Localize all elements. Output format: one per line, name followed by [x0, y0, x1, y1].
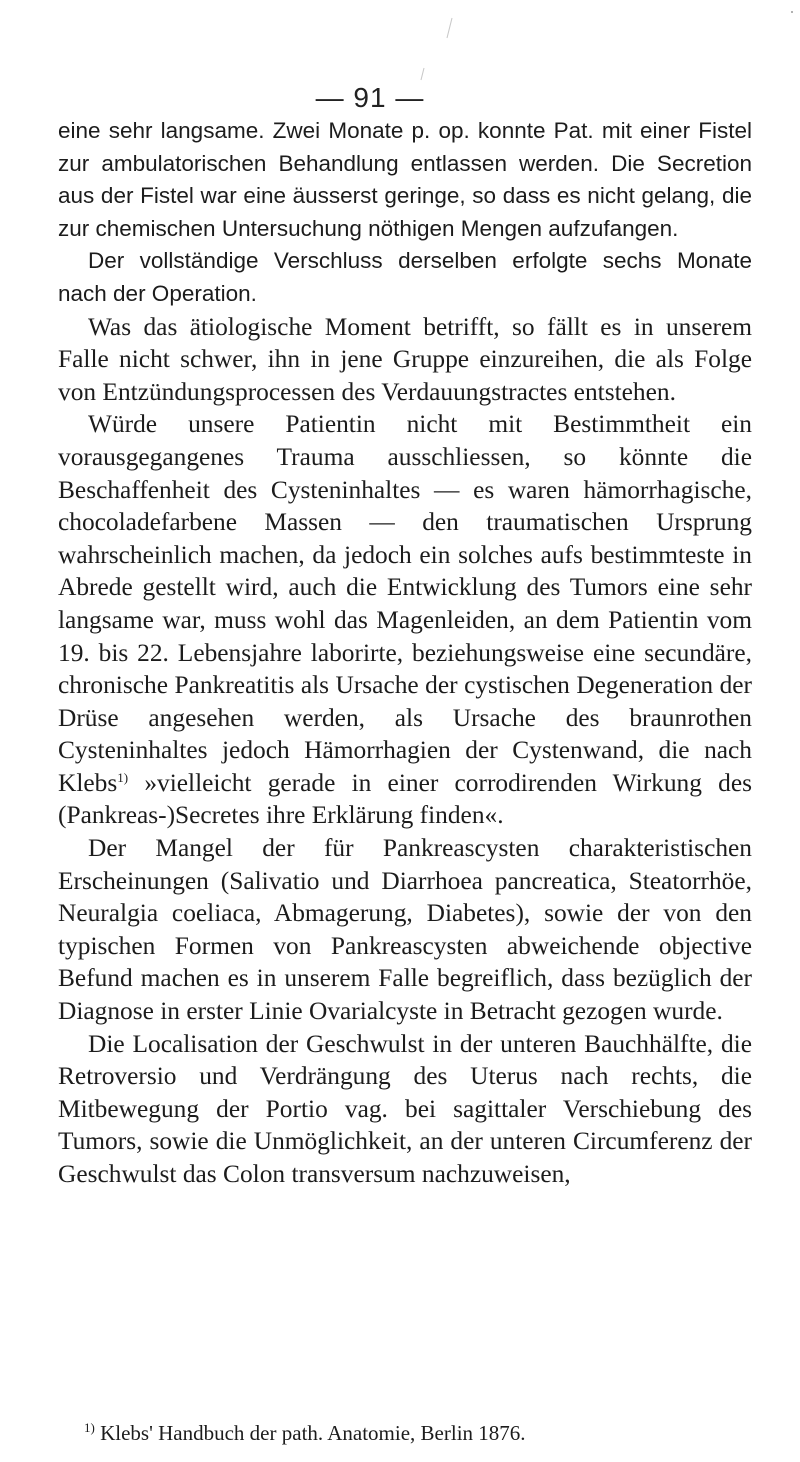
paragraph-fistel-closure: Der vollständige Verschluss derselben erfolgte sechs Monate nach der Operation. [58, 248, 752, 306]
paragraph-trauma-text: Würde unsere Patientin nicht mit Bestimmtheit ein vorausgegangenes Trauma ausschliessen, so könnte die Beschaffenheit des Cysteninhaltes — es waren hämorrhagische, chocoladefarbene Massen — den traumatischen Ursprung wahrscheinlich machen, da jedoch ein solches aufs bestimmteste in Abrede gestellt wird, auch die Entwicklung des Tumors eine sehr langsame war, muss wohl das Magenleiden, an dem Patientin vom 19. bis 22. Lebensjahre laborirte, beziehungsweise eine secundäre, chronische Pankreatitis als Ursache der cystischen Degeneration der Drüse angesehen werden, als Ursache des braunrothen Cysteninhaltes jedoch Hämorrhagien der Cystenwand, die nach Klebs [58, 410, 752, 797]
paper-speck [447, 18, 452, 38]
paragraph-trauma-quote: »vielleicht gerade in einer corrodirenden Wirkung des (Pankreas-)Secretes ihre Erklärung finden«. [58, 768, 752, 830]
page-number: — 91 — [315, 82, 425, 113]
paper-speck [791, 11, 793, 13]
footnote-reference: 1) [117, 769, 129, 785]
footnote-text: Klebs' Handbuch der path. Anatomie, Berlin 1876. [100, 1421, 526, 1445]
footnote-marker: 1) [84, 1420, 95, 1435]
paragraph-fistel-treatment: eine sehr langsame. Zwei Monate p. op. konnte Pat. mit einer Fistel zur ambulatorischen Behandlung entlassen werden. Die Secretion aus der Fistel war eine äusserst geringe, so dass es nicht gelang, die zur chemischen Untersuchung nöthigen Mengen aufzufangen. [58, 118, 752, 241]
paragraph-etiology: Was das ätiologische Moment betrifft, so fällt es in unserem Falle nicht schwer, ihn in jene Gruppe einzureihen, die als Folge von Entzündungsprocessen des Verdauungstractes entstehen. [58, 312, 752, 406]
paragraph-diagnosis: Der Mangel der für Pankreascysten charakteristischen Erscheinungen (Salivatio und Diarrhoea pancreatica, Steatorrhöe, Neuralgia coeliaca, Abmagerung, Diabetes), sowie der von den typischen Formen von Pankreascysten abweichende objective Befund machen es in unserem Falle begreiflich, dass bezüglich der Diagnose in erster Linie Ovarialcyste in Betracht gezogen wurde. [58, 834, 752, 1026]
paragraph-localisation: Die Localisation der Geschwulst in der unteren Bauchhälfte, die Retroversio und Verdrängung des Uterus nach rechts, die Mitbewegung der Portio vag. bei sagittaler Verschiebung des Tumors, sowie die Unmöglichkeit, an der unteren Circumferenz der Geschwulst das Colon transversum nachzuweisen, [58, 1029, 752, 1188]
paper-speck [421, 68, 424, 80]
